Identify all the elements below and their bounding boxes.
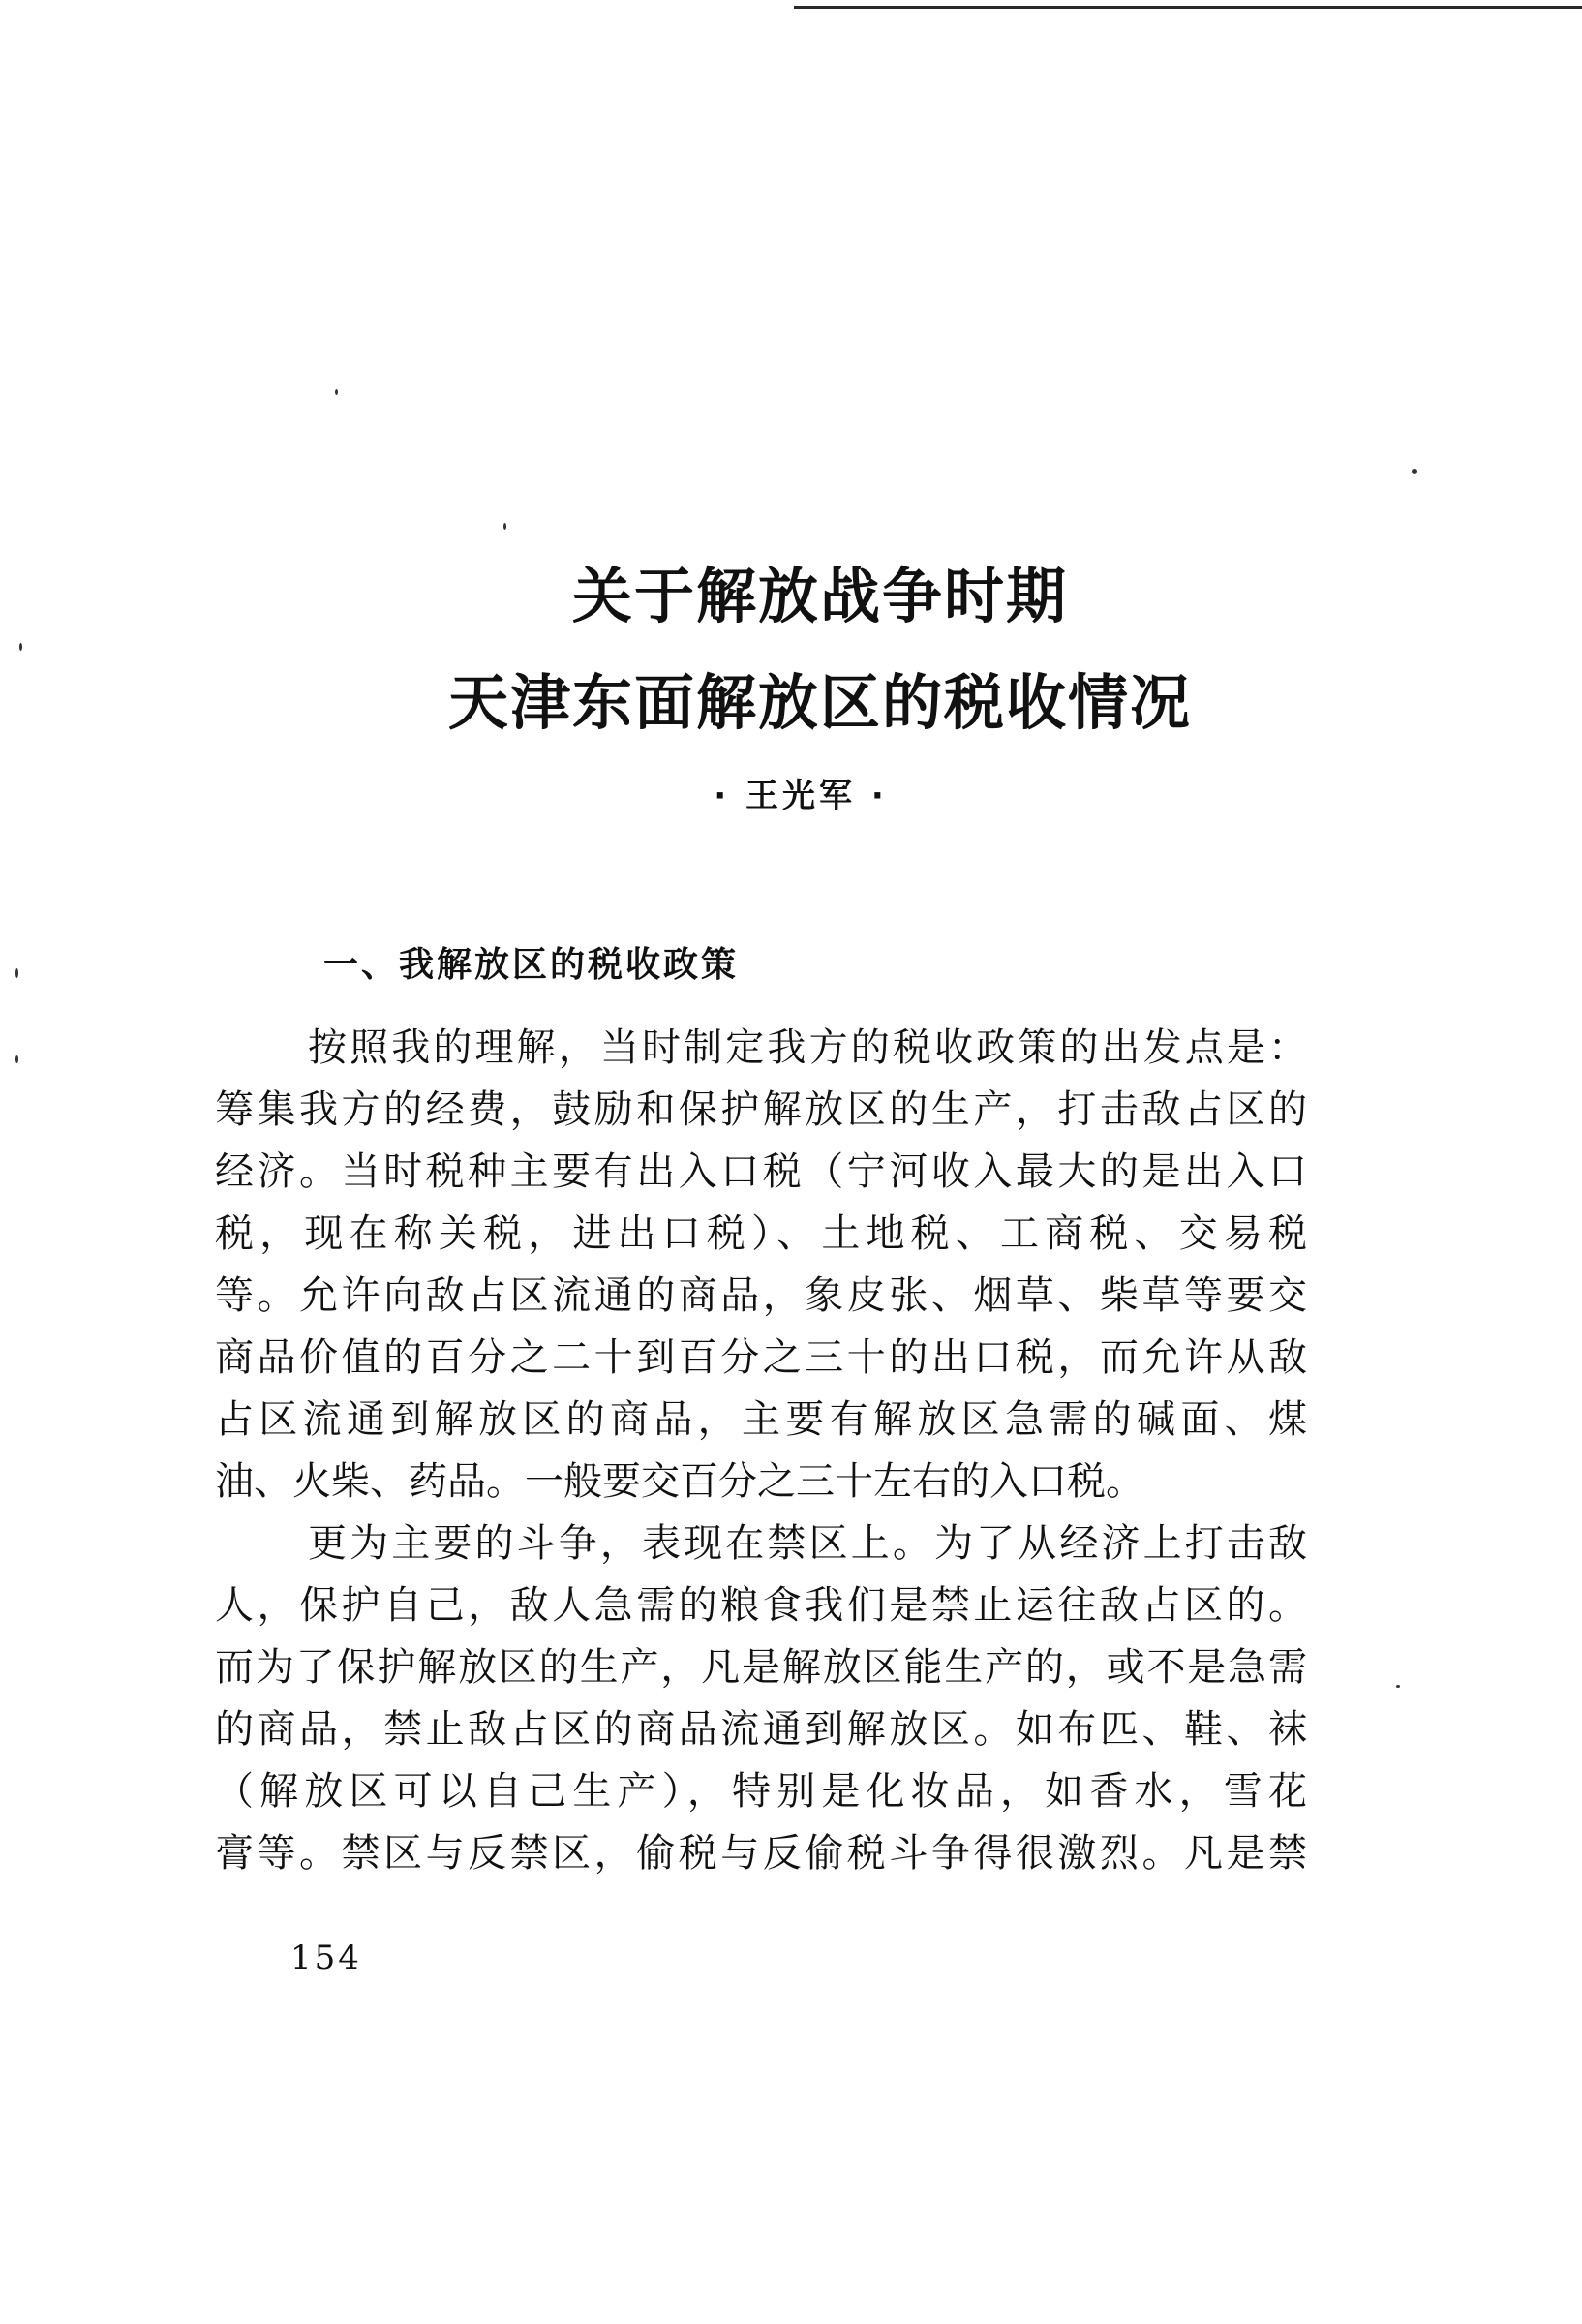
text-line: 税，现在称关税，进出口税）、土地税、工商税、交易税 xyxy=(215,1211,1307,1256)
text-line: 商品价值的百分之二十到百分之三十的出口税，而允许从敌 xyxy=(215,1335,1307,1380)
text-line: 而为了保护解放区的生产，凡是解放区能生产的，或不是急需 xyxy=(215,1645,1307,1690)
scan-speck xyxy=(19,643,22,651)
page-number: 154 xyxy=(290,1939,362,1977)
text-line: （解放区可以自己生产），特别是化妆品，如香水，雪花 xyxy=(215,1769,1307,1814)
scan-speck xyxy=(15,1055,18,1063)
text-line: 按照我的理解，当时制定我方的税收政策的出发点是： xyxy=(308,1025,1307,1070)
scan-speck xyxy=(15,968,18,978)
scan-speck xyxy=(503,523,506,530)
paragraph xyxy=(215,1513,1307,1884)
text-line: 筹集我方的经费，鼓励和保护解放区的生产，打击敌占区的 xyxy=(215,1087,1307,1132)
text-line: 更为主要的斗争，表现在禁区上。为了从经济上打击敌 xyxy=(308,1521,1307,1566)
text-line: 等。允许向敌占区流通的商品，象皮张、烟草、柴草等要交 xyxy=(215,1273,1307,1318)
text-line: 油、火柴、药品。一般要交百分之三十左右的入口税。 xyxy=(215,1459,1144,1504)
scan-speck xyxy=(1396,1685,1400,1688)
text-line: 膏等。禁区与反禁区，偷税与反偷税斗争得很激烈。凡是禁 xyxy=(215,1831,1307,1876)
author-byline: · 王光军 · xyxy=(714,777,888,815)
article-title-line-1: 关于解放战争时期 xyxy=(571,561,1068,631)
scan-speck xyxy=(335,389,338,395)
text-line: 经济。当时税种主要有出入口税（宁河收入最大的是出入口 xyxy=(215,1149,1307,1194)
top-edge-rule xyxy=(794,6,1582,9)
article-title-line-2: 天津东面解放区的税收情况 xyxy=(447,667,1192,738)
section-heading: 一、我解放区的税收政策 xyxy=(323,945,740,985)
article-body xyxy=(215,1017,1307,1884)
scan-speck xyxy=(1412,469,1417,474)
text-line: 占区流通到解放区的商品，主要有解放区急需的碱面、煤 xyxy=(215,1397,1307,1442)
text-line: 的商品，禁止敌占区的商品流通到解放区。如布匹、鞋、袜 xyxy=(215,1707,1307,1752)
paragraph xyxy=(215,1017,1307,1513)
text-line: 人，保护自己，敌人急需的粮食我们是禁止运往敌占区的。 xyxy=(215,1583,1307,1628)
